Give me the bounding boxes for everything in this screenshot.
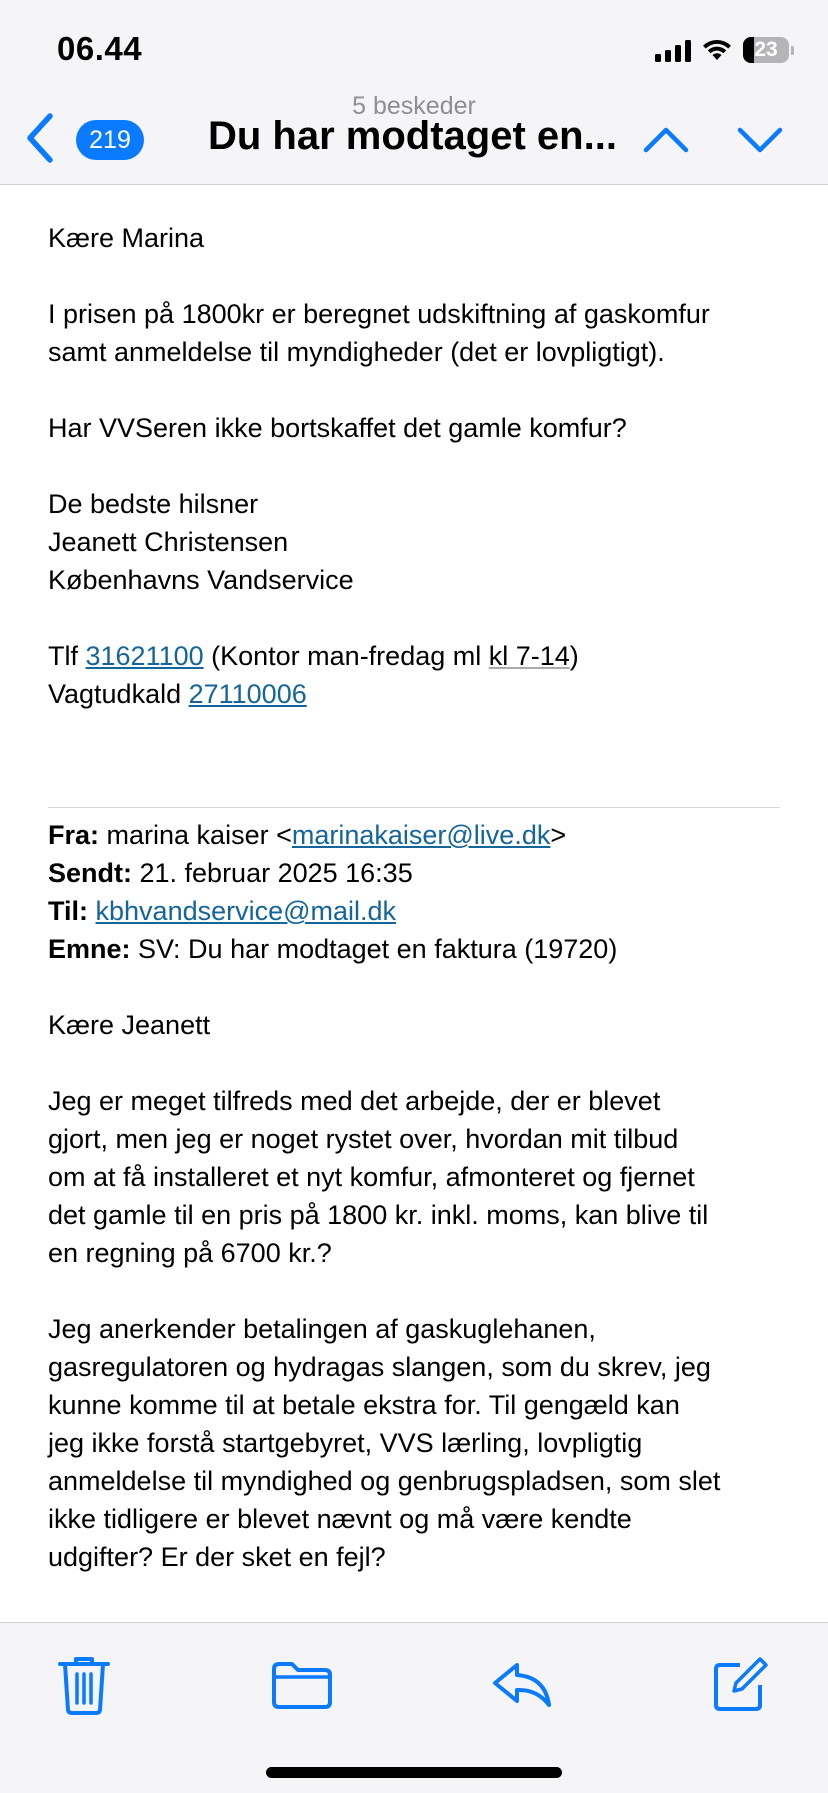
status-bar bbox=[0, 0, 828, 100]
quoted-sent bbox=[48, 854, 788, 892]
delete-button[interactable] bbox=[44, 1645, 124, 1725]
status-time: 06.44 bbox=[57, 30, 143, 67]
body-line: udgifter? Er der sket en fejl? bbox=[48, 1542, 386, 1572]
chevron-left-icon bbox=[25, 112, 55, 164]
battery-indicator bbox=[743, 37, 794, 63]
bottom-toolbar bbox=[0, 1622, 828, 1793]
body-line: om at få installeret et nyt komfur, afmonteret og fjernet bbox=[48, 1162, 695, 1192]
signature-name: Jeanett Christensen bbox=[48, 527, 289, 557]
from-label: Fra: bbox=[48, 820, 100, 850]
body-line: Jeg anerkender betalingen af gaskuglehanen, bbox=[48, 1314, 596, 1344]
body-line: samt anmeldelse til myndigheder (det er lovpligtigt). bbox=[48, 337, 665, 367]
body-line: det gamle til en pris på 1800 kr. inkl. moms, kan blive til bbox=[48, 1200, 709, 1230]
quoted-from bbox=[48, 816, 788, 854]
sent-label: Sendt: bbox=[48, 858, 132, 888]
compose-icon bbox=[710, 1655, 770, 1715]
body-line: anmeldelse til myndighed og genbrugspladsen, som slet bbox=[48, 1466, 721, 1496]
status-icons bbox=[655, 34, 794, 66]
phone-note-close: ) bbox=[569, 641, 579, 671]
battery-cap bbox=[791, 46, 794, 55]
message-count: 5 beskeder bbox=[352, 92, 476, 120]
phone-note: (Kontor man-fredag ml bbox=[203, 641, 489, 671]
next-message-button[interactable] bbox=[734, 114, 786, 171]
previous-message-button[interactable] bbox=[640, 114, 692, 171]
folder-icon bbox=[270, 1659, 334, 1711]
from-close: > bbox=[550, 820, 567, 850]
body-line: Har VVSeren ikke bortskaffet det gamle komfur? bbox=[48, 413, 627, 443]
trash-icon bbox=[56, 1654, 112, 1716]
email-body bbox=[48, 185, 788, 1652]
phone-label: Tlf bbox=[48, 641, 86, 671]
chevron-up-icon bbox=[640, 114, 692, 166]
body-line: ikke tidligere er blevet nævnt og må være kendte bbox=[48, 1504, 632, 1534]
compose-button[interactable] bbox=[700, 1645, 780, 1725]
signature-closing: De bedste hilsner bbox=[48, 489, 259, 519]
office-hours-link[interactable]: kl 7-14 bbox=[488, 641, 570, 671]
phone-link[interactable]: 31621100 bbox=[85, 641, 204, 671]
oncall-label: Vagtudkald bbox=[48, 679, 189, 709]
back-button[interactable] bbox=[20, 108, 60, 168]
quoted-to bbox=[48, 892, 788, 930]
sent-value: 21. februar 2025 16:35 bbox=[132, 858, 413, 888]
body-line: kunne komme til at betale ekstra for. Til gengæld kan bbox=[48, 1390, 680, 1420]
subject-label: Emne: bbox=[48, 934, 131, 964]
signature-company: Københavns Vandservice bbox=[48, 565, 354, 595]
oncall-phone-link[interactable]: 27110006 bbox=[188, 679, 307, 709]
body-line: gjort, men jeg er noget rystet over, hvordan mit tilbud bbox=[48, 1124, 679, 1154]
body-line: gasregulatoren og hydragas slangen, som du skrev, jeg bbox=[48, 1352, 711, 1382]
quoted-subject bbox=[48, 930, 788, 968]
body-line: Jeg er meget tilfreds med det arbejde, der er blevet bbox=[48, 1086, 661, 1116]
body-line: jeg ikke forstå startgebyret, VVS lærling, lovpligtig bbox=[48, 1428, 643, 1458]
chevron-down-icon bbox=[734, 114, 786, 166]
battery-fill bbox=[743, 37, 754, 63]
body-line: en regning på 6700 kr.? bbox=[48, 1238, 332, 1268]
from-name: marina kaiser < bbox=[99, 820, 292, 850]
phone-line bbox=[48, 637, 788, 675]
reply-button[interactable] bbox=[482, 1645, 562, 1725]
from-email-link[interactable]: marinakaiser@live.dk bbox=[291, 820, 551, 850]
reply-icon bbox=[491, 1659, 553, 1711]
battery-level: 23 bbox=[754, 38, 778, 61]
body-line: I prisen på 1800kr er beregnet udskiftning af gaskomfur bbox=[48, 299, 710, 329]
oncall-line bbox=[48, 675, 788, 713]
subject-value: SV: Du har modtaget en faktura (19720) bbox=[130, 934, 618, 964]
wifi-icon bbox=[701, 38, 733, 62]
unread-badge[interactable]: 219 bbox=[76, 120, 144, 160]
quoted-greeting: Kære Jeanett bbox=[48, 1010, 211, 1040]
divider bbox=[48, 807, 780, 808]
move-to-folder-button[interactable] bbox=[262, 1645, 342, 1725]
nav-bar bbox=[0, 92, 828, 185]
battery-icon bbox=[743, 37, 789, 63]
greeting: Kære Marina bbox=[48, 223, 205, 253]
cellular-signal-icon bbox=[655, 38, 691, 62]
to-label: Til: bbox=[48, 896, 88, 926]
home-indicator[interactable] bbox=[266, 1767, 562, 1778]
page-title: Du har modtaget en... bbox=[208, 114, 617, 158]
to-email-link[interactable]: kbhvandservice@mail.dk bbox=[95, 896, 397, 926]
